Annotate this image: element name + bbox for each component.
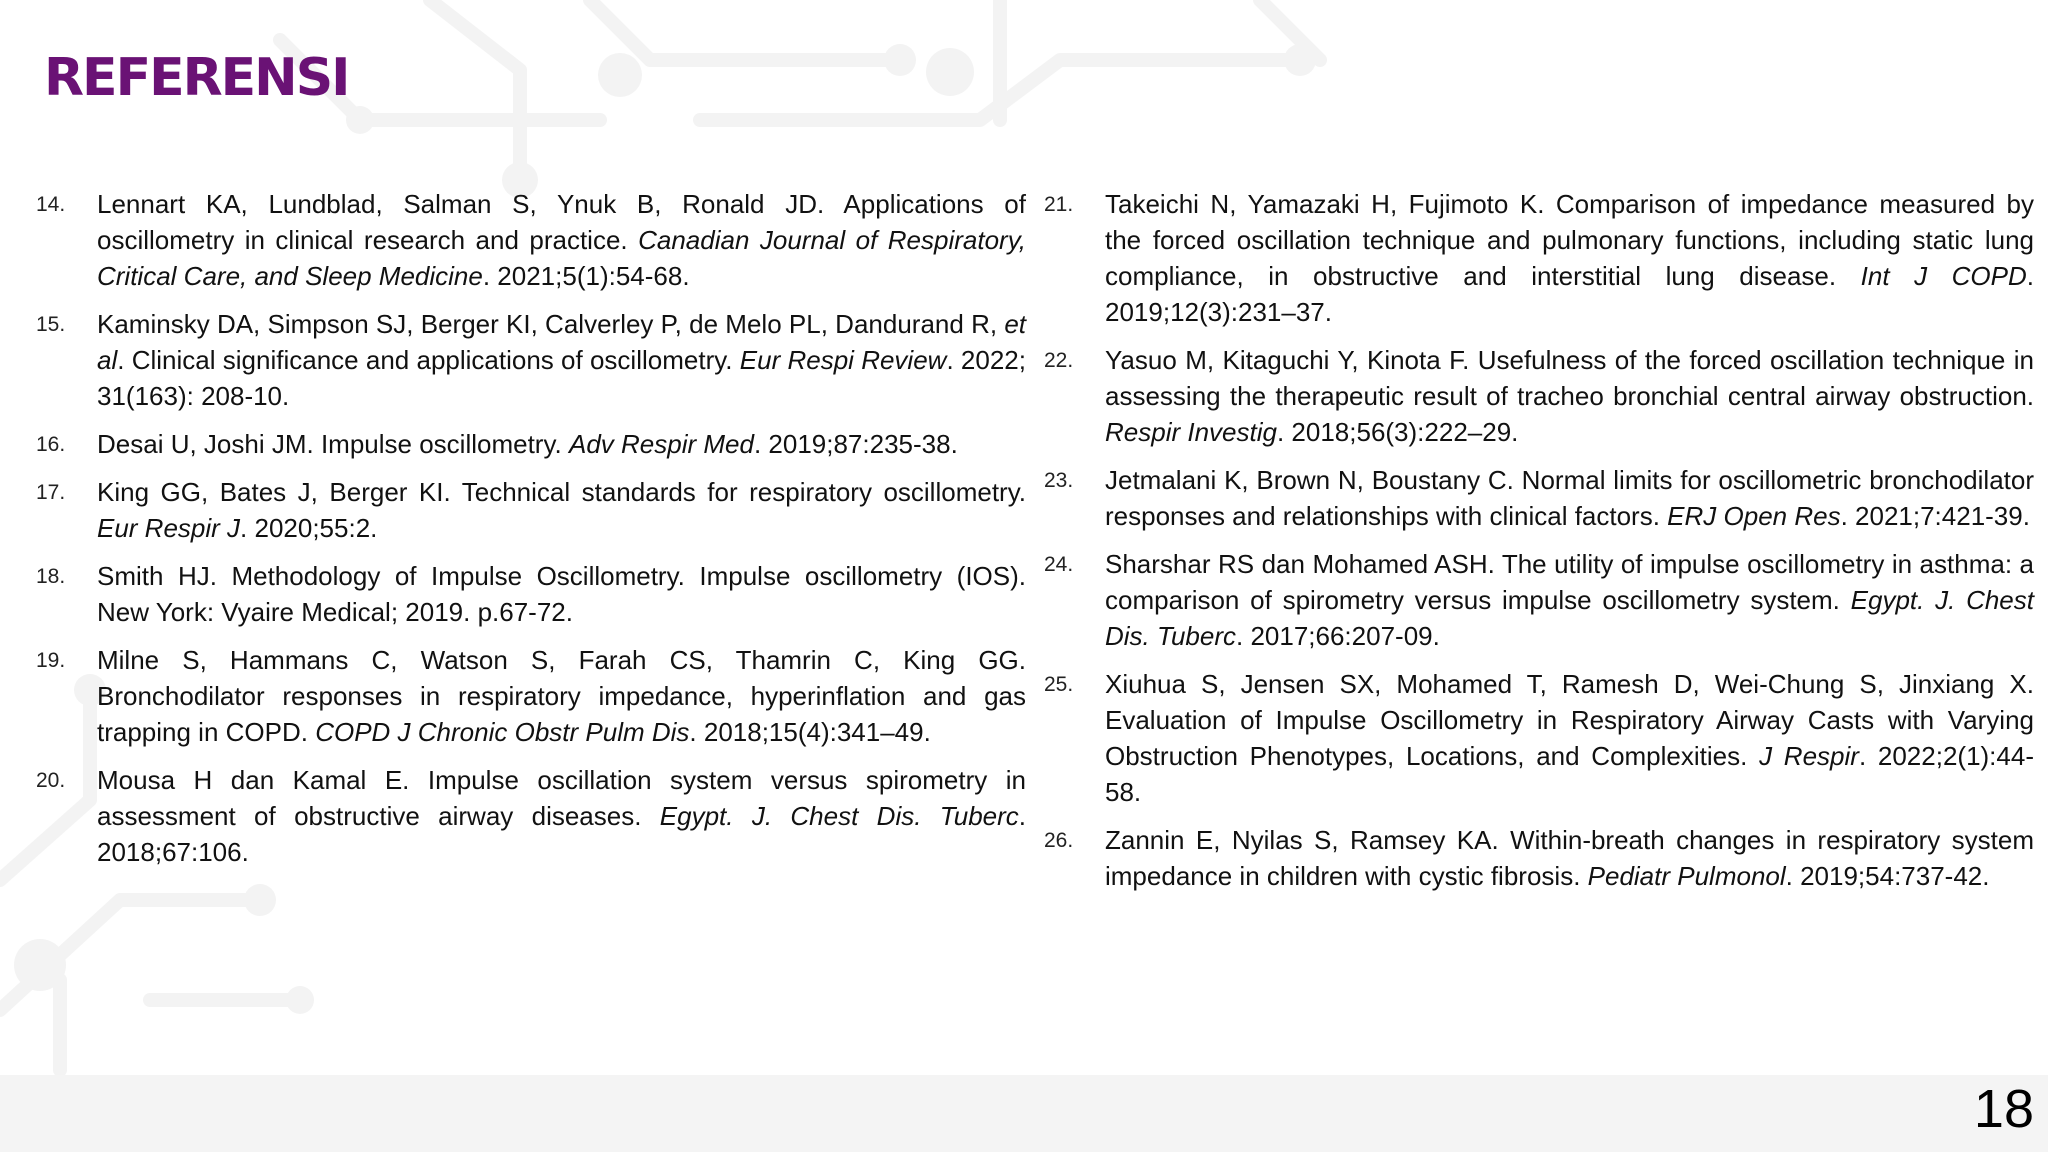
page-number: 18 [1973,1079,2034,1139]
reference-journal: COPD J Chronic Obstr Pulm Dis [315,717,690,747]
references-right-column [1044,186,2034,906]
reference-text: Yasuo M, Kitaguchi Y, Kinota F. Usefulness of the forced oscillation technique in assessing the therapeutic result of tracheo bronchial central airway obstruction. [1105,345,2034,411]
reference-tail: . 2019;12(3):231–37. [1105,261,2034,327]
reference-item [1044,546,2034,654]
reference-number: 22. [1044,349,1074,372]
reference-number: 25. [1044,673,1074,696]
reference-tail: . 2021;5(1):54-68. [482,261,690,291]
footer-band [0,1075,2048,1152]
reference-number: 20. [36,769,66,792]
reference-text: Takeichi N, Yamazaki H, Fujimoto K. Comparison of impedance measured by the forced oscillation technique and pulmonary functions, including static lung compliance, in obstructive and interstitial lung disease. [1105,189,2034,291]
reference-tail: . 2019;87:235-38. [753,429,958,459]
reference-text: Zannin E, Nyilas S, Ramsey KA. Within-breath changes in respiratory system impedance in children with cystic fibrosis. [1105,825,2034,891]
reference-tail: . 2019;54:737-42. [1785,861,1990,891]
page-title: REFERENSI [44,48,349,108]
reference-text: Mousa H dan Kamal E. Impulse oscillation system versus spirometry in assessment of obstructive airway diseases. [97,765,1026,831]
reference-text: Kaminsky DA, Simpson SJ, Berger KI, Calverley P, de Melo PL, Dandurand R, [97,309,1005,339]
reference-journal: Respir Investig [1105,417,1277,447]
reference-journal: Eur Respi Review [739,345,947,375]
references-left-column [36,186,1026,882]
reference-item [36,642,1026,750]
reference-text: Desai U, Joshi JM. Impulse oscillometry. [97,429,569,459]
reference-number: 15. [36,313,66,336]
reference-text: Smith HJ. Methodology of Impulse Oscillometry. Impulse oscillometry (IOS). New York: Vyaire Medical; 2019. p.67-72. [97,561,1026,627]
reference-item [36,762,1026,870]
reference-number: 14. [36,193,66,216]
reference-text: Sharshar RS dan Mohamed ASH. The utility of impulse oscillometry in asthma: a comparison of spirometry versus impulse oscillometry system. [1105,549,2034,615]
reference-journal: Canadian Journal of Respiratory, Critical Care, and Sleep Medicine [97,225,1027,291]
reference-journal: Adv Respir Med [568,429,754,459]
reference-tail: . 2018;56(3):222–29. [1276,417,1519,447]
reference-journal: Egypt. J. Chest Dis. Tuberc [1105,585,2034,651]
reference-journal: J Respir [1759,741,1859,771]
reference-number: 18. [36,565,66,588]
reference-number: 21. [1044,193,1074,216]
reference-tail: . 2022; 31(163): 208-10. [97,345,1026,411]
reference-tail: . 2022;2(1):44-58. [1105,741,2034,807]
reference-journal: Eur Respir J [97,513,241,543]
reference-text: King GG, Bates J, Berger KI. Technical standards for respiratory oscillometry. [97,477,1026,507]
reference-number: 17. [36,481,66,504]
reference-item [36,474,1026,546]
reference-number: 24. [1044,553,1074,576]
reference-item [36,426,1026,462]
reference-number: 26. [1044,829,1074,852]
reference-item [1044,822,2034,894]
reference-tail: . 2017;66:207-09. [1236,621,1440,651]
reference-number: 16. [36,433,66,456]
reference-text-2: . Clinical significance and applications of oscillometry. [117,345,740,375]
reference-text: Milne S, Hammans C, Watson S, Farah CS, Thamrin C, King GG. Bronchodilator responses in respiratory impedance, hyperinflation and gas trapping in COPD. [97,645,1026,747]
reference-item [36,186,1026,294]
reference-text: Xiuhua S, Jensen SX, Mohamed T, Ramesh D, Wei-Chung S, Jinxiang X. Evaluation of Impulse Oscillometry in Respiratory Airway Casts with Varying Obstruction Phenotypes, Locations, and Complexities. [1105,669,2034,771]
reference-tail: . 2018;15(4):341–49. [689,717,931,747]
reference-item [1044,342,2034,450]
reference-text: Lennart KA, Lundblad, Salman S, Ynuk B, Ronald JD. Applications of oscillometry in clinical research and practice. [97,189,1026,255]
reference-item [36,558,1026,630]
reference-item [1044,666,2034,810]
reference-journal: Pediatr Pulmonol [1587,861,1786,891]
reference-tail: . 2020;55:2. [240,513,378,543]
reference-item [1044,462,2034,534]
reference-etal: et al [97,309,1026,375]
reference-text: Jetmalani K, Brown N, Boustany C. Normal limits for oscillometric bronchodilator responses and relationships with clinical factors. [1105,465,2034,531]
reference-item [1044,186,2034,330]
reference-number: 23. [1044,469,1074,492]
reference-journal: ERJ Open Res [1667,501,1841,531]
reference-journal: Egypt. J. Chest Dis. Tuberc [659,801,1019,831]
reference-tail: . 2021;7:421-39. [1840,501,2030,531]
reference-item [36,306,1026,414]
reference-tail: . 2018;67:106. [97,801,1027,867]
reference-journal: Int J COPD [1860,261,2027,291]
reference-number: 19. [36,649,66,672]
